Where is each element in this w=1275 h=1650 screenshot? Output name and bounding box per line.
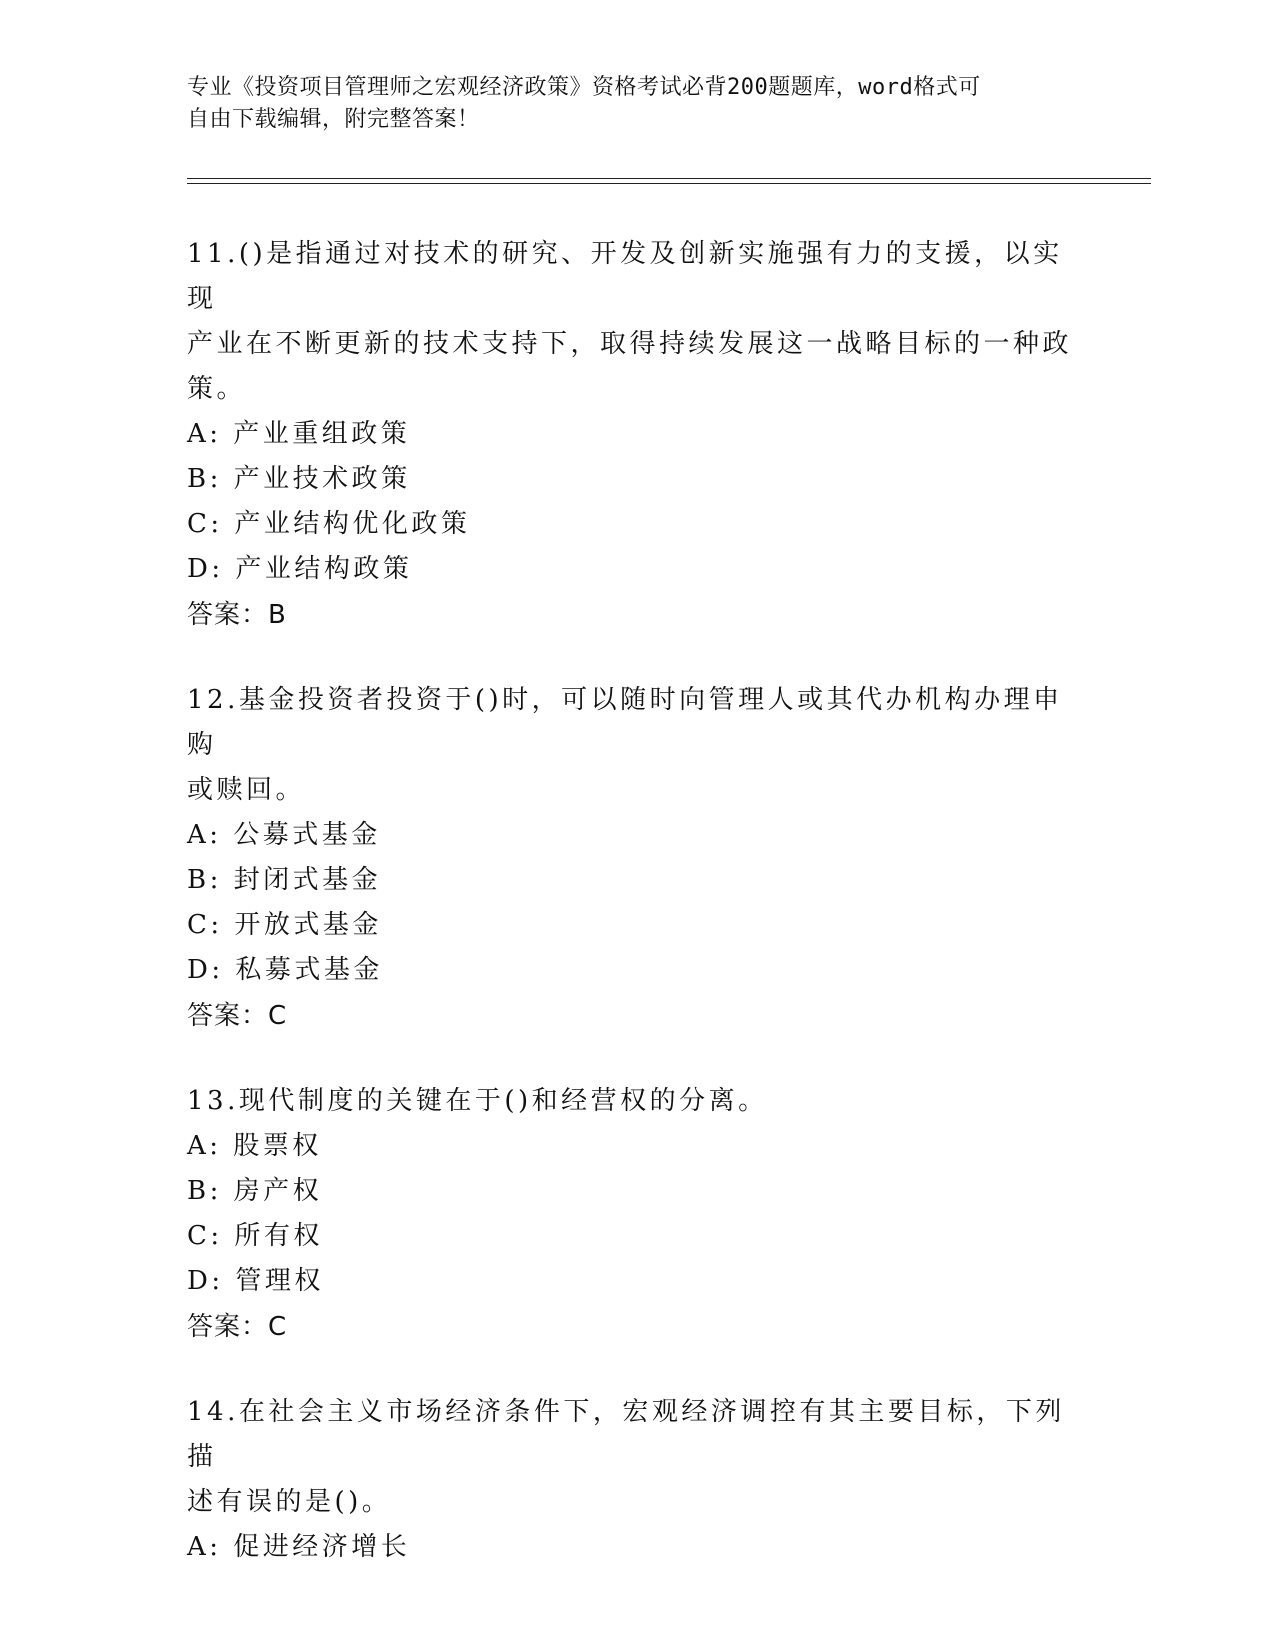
answer-option: A: 公募式基金 (187, 820, 381, 850)
question-stem-line: 13.现代制度的关键在于()和经营权的分离。 (187, 1086, 768, 1116)
question-block (187, 1079, 1087, 1350)
question-stem-line: 策。 (187, 374, 247, 404)
correct-answer: 答案：B (187, 600, 287, 630)
answer-option: A: 股票权 (187, 1131, 322, 1161)
question-stem-line: 或赎回。 (187, 775, 306, 805)
answer-option: B: 房产权 (187, 1176, 323, 1206)
document-header (187, 72, 1067, 136)
question-stem-line: 12.基金投资者投资于()时，可以随时向管理人或其代办机构办理申购 (187, 685, 1063, 760)
header-divider-top (187, 178, 1151, 179)
correct-answer: 答案：C (187, 1001, 288, 1031)
header-divider-bottom (187, 183, 1151, 184)
correct-answer: 答案：C (187, 1312, 288, 1342)
answer-option: B: 封闭式基金 (187, 865, 382, 895)
question-stem-line: 11.()是指通过对技术的研究、开发及创新实施强有力的支援，以实现 (187, 239, 1063, 314)
question-stem-line: 产业在不断更新的技术支持下，取得持续发展这一战略目标的一种政 (187, 329, 1073, 359)
answer-option: C: 开放式基金 (187, 910, 382, 940)
question-stem-line: 述有误的是()。 (187, 1487, 392, 1517)
question-block (187, 678, 1087, 1039)
header-line-2: 自由下载编辑，附完整答案！ (187, 107, 480, 132)
answer-option: A: 促进经济增长 (187, 1532, 411, 1562)
answer-option: C: 所有权 (187, 1221, 323, 1251)
answer-option: A: 产业重组政策 (187, 419, 411, 449)
answer-option: B: 产业技术政策 (187, 464, 411, 494)
answer-option: C: 产业结构优化政策 (187, 509, 471, 539)
header-line-1: 专业《投资项目管理师之宏观经济政策》资格考试必背200题题库，word格式可 (187, 75, 981, 100)
question-list (187, 232, 1087, 1610)
answer-option: D: 私募式基金 (187, 955, 383, 985)
question-block (187, 1390, 1087, 1570)
answer-option: D: 产业结构政策 (187, 554, 413, 584)
question-stem-line: 14.在社会主义市场经济条件下，宏观经济调控有其主要目标，下列描 (187, 1397, 1065, 1472)
question-block (187, 232, 1087, 638)
answer-option: D: 管理权 (187, 1266, 324, 1296)
